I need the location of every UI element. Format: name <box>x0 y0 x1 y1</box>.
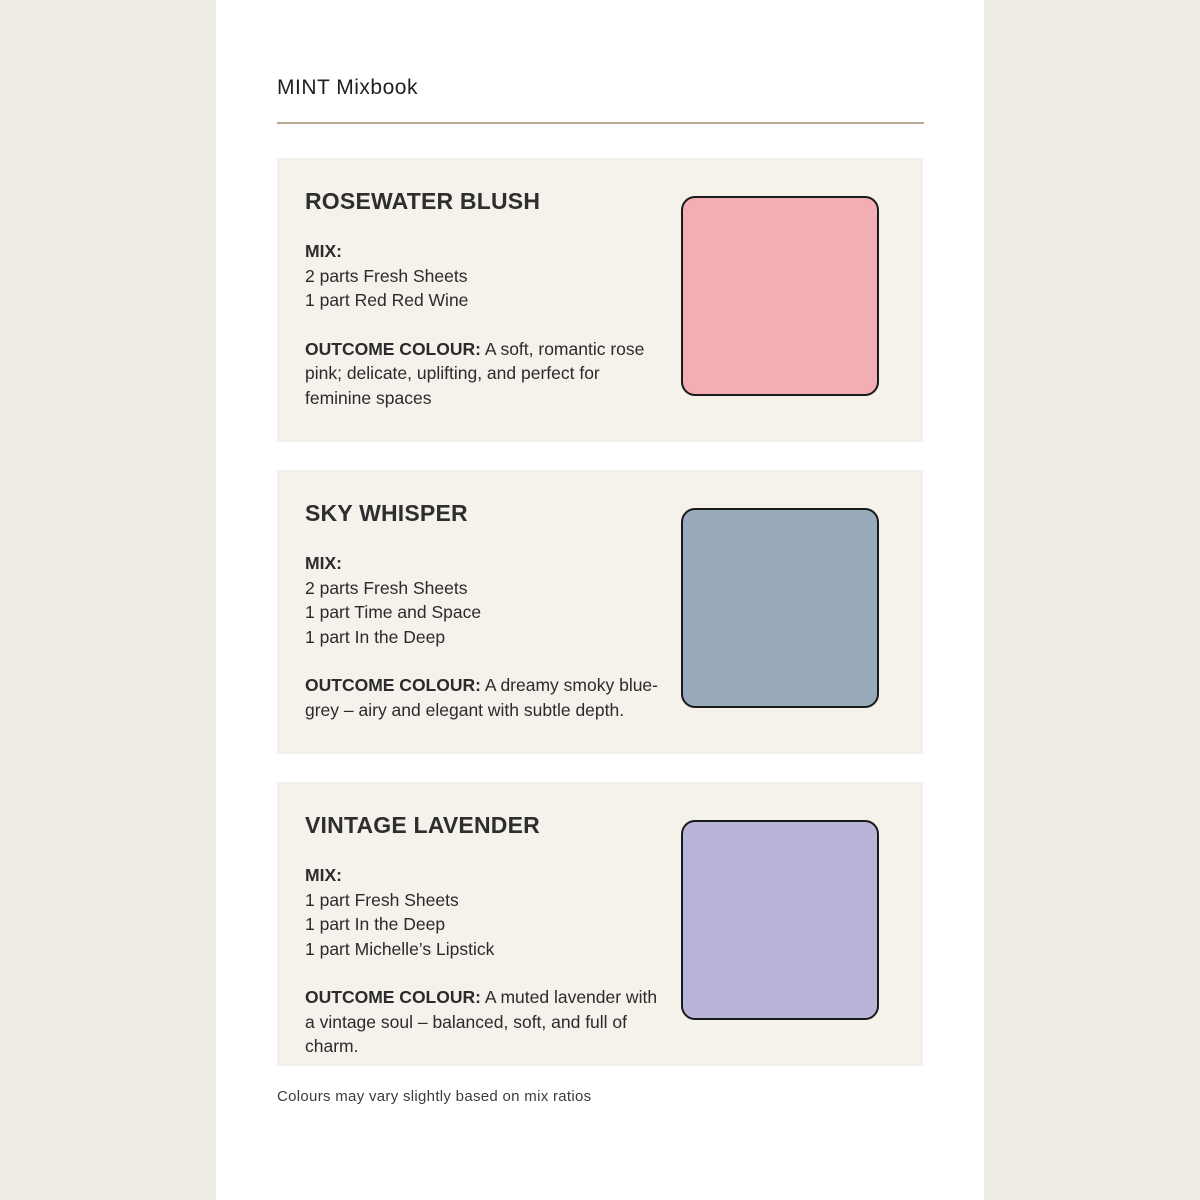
page-title: MINT Mixbook <box>277 76 418 99</box>
outcome-section <box>305 337 661 411</box>
mix-section <box>305 551 661 649</box>
document-sheet <box>216 0 984 1200</box>
outcome-section <box>305 673 661 722</box>
recipe-text-column <box>305 812 661 1059</box>
outcome-label: OUTCOME COLOUR: <box>305 987 481 1007</box>
recipe-title: VINTAGE LAVENDER <box>305 812 540 838</box>
mix-lines: 2 parts Fresh Sheets 1 part Time and Space 1 part In the Deep <box>305 577 482 647</box>
outcome-label: OUTCOME COLOUR: <box>305 675 481 695</box>
recipe-text-column <box>305 500 661 722</box>
recipe-text-column <box>305 188 661 410</box>
mix-label: MIX: <box>305 865 342 885</box>
outcome-text: A soft, romantic rose pink; delicate, uplifting, and perfect for feminine spaces <box>305 338 645 408</box>
mix-lines: 1 part Fresh Sheets 1 part In the Deep 1 part Michelle’s Lipstick <box>305 889 495 959</box>
recipe-title: SKY WHISPER <box>305 500 468 526</box>
mix-lines: 2 parts Fresh Sheets 1 part Red Red Wine <box>305 265 469 310</box>
recipe-title: ROSEWATER BLUSH <box>305 188 541 214</box>
colour-swatch <box>681 508 879 708</box>
outcome-section <box>305 985 661 1059</box>
outcome-text: A dreamy smoky blue-grey – airy and elegant with subtle depth. <box>305 675 658 720</box>
mix-section <box>305 239 661 313</box>
mix-section <box>305 863 661 961</box>
footer-note: Colours may vary slightly based on mix ratios <box>277 1088 592 1105</box>
outcome-label: OUTCOME COLOUR: <box>305 338 481 359</box>
colour-swatch <box>681 196 879 396</box>
mix-label: MIX: <box>305 553 342 573</box>
recipe-card-rosewater-blush <box>277 158 923 442</box>
mix-label: MIX: <box>305 241 342 261</box>
colour-swatch <box>681 820 879 1020</box>
recipe-card-vintage-lavender <box>277 782 923 1066</box>
outcome-text: A muted lavender with a vintage soul – balanced, soft, and full of charm. <box>305 987 658 1056</box>
title-divider <box>277 122 924 124</box>
recipe-card-sky-whisper <box>277 470 923 754</box>
